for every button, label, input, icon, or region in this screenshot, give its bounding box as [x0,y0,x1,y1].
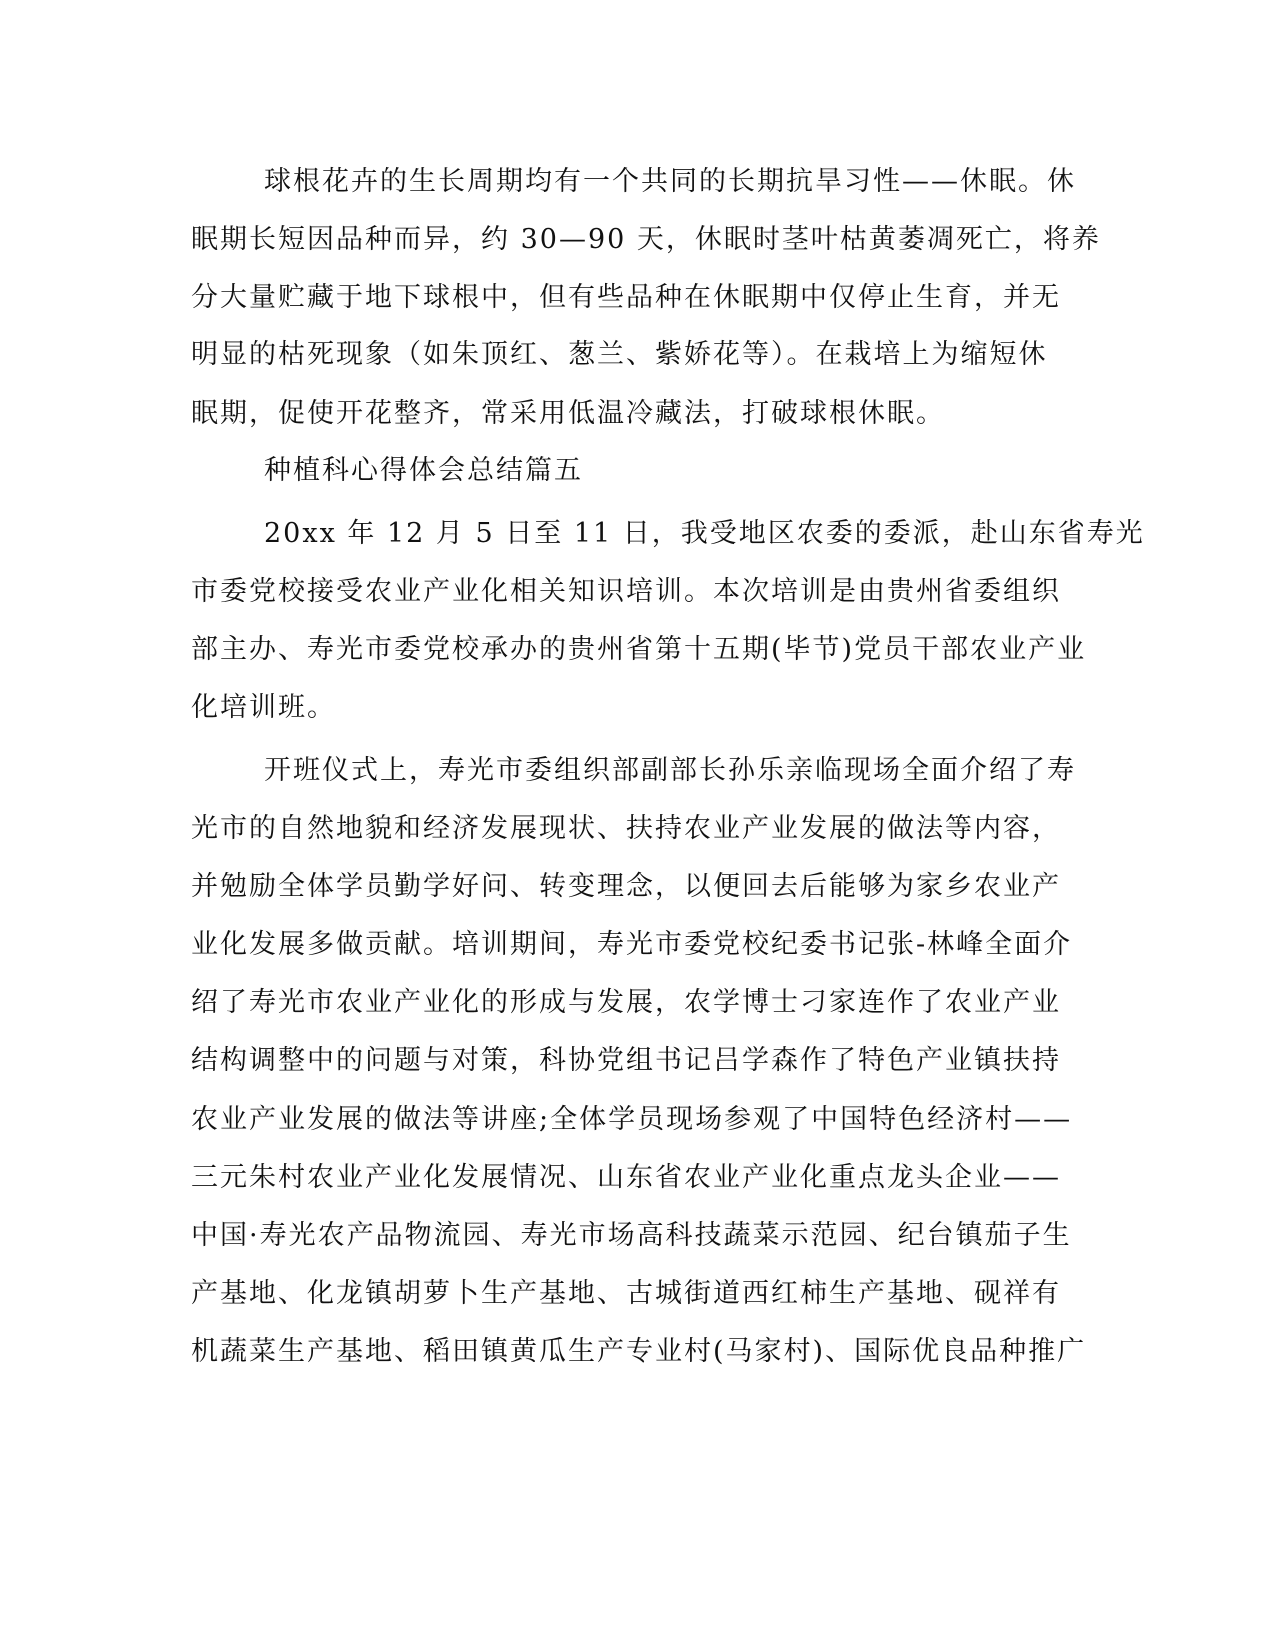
paragraph-line: 市委党校接受农业产业化相关知识培训。本次培训是由贵州省委组织 [191,576,1061,607]
paragraph-line: 中国·寿光农产品物流园、寿光市场高科技蔬菜示范园、纪台镇茄子生 [191,1220,1072,1251]
paragraph-line: 球根花卉的生长周期均有一个共同的长期抗旱习性——休眠。休 [264,166,1076,197]
paragraph-line: 部主办、寿光市委党校承办的贵州省第十五期(毕节)党员干部农业产业 [191,634,1087,665]
paragraph-line: 三元朱村农业产业化发展情况、山东省农业产业化重点龙头企业—— [191,1162,1061,1193]
paragraph-line: 产基地、化龙镇胡萝卜生产基地、古城街道西红柿生产基地、砚祥有 [191,1278,1061,1309]
paragraph-line: 眠期，促使开花整齐，常采用低温冷藏法，打破球根休眠。 [191,398,945,429]
paragraph-line: 分大量贮藏于地下球根中，但有些品种在休眠期中仅停止生育，并无 [191,282,1061,313]
paragraph-line: 光市的自然地貌和经济发展现状、扶持农业产业发展的做法等内容， [191,813,1061,844]
paragraph-line: 机蔬菜生产基地、稻田镇黄瓜生产专业村(马家村)、国际优良品种推广 [191,1336,1087,1367]
paragraph-line: 开班仪式上，寿光市委组织部副部长孙乐亲临现场全面介绍了寿 [264,755,1076,786]
paragraph-line: 眠期长短因品种而异，约 30—90 天，休眠时茎叶枯黄萎凋死亡，将养 [191,224,1101,255]
paragraph-line: 20xx 年 12 月 5 日至 11 日，我受地区农委的委派，赴山东省寿光 [264,518,1145,549]
paragraph-line: 业化发展多做贡献。培训期间，寿光市委党校纪委书记张-林峰全面介 [191,929,1073,960]
paragraph-line: 化培训班。 [191,692,336,723]
paragraph-line: 并勉励全体学员勤学好问、转变理念，以便回去后能够为家乡农业产 [191,871,1061,902]
paragraph-line: 农业产业发展的做法等讲座;全体学员现场参观了中国特色经济村—— [191,1104,1073,1135]
paragraph-line: 明显的枯死现象（如朱顶红、葱兰、紫娇花等）。在栽培上为缩短休 [191,339,1048,370]
paragraph-line: 绍了寿光市农业产业化的形成与发展，农学博士刁家连作了农业产业 [191,987,1061,1018]
section-heading: 种植科心得体会总结篇五 [264,455,583,486]
paragraph-line: 结构调整中的问题与对策，科协党组书记吕学森作了特色产业镇扶持 [191,1045,1061,1076]
